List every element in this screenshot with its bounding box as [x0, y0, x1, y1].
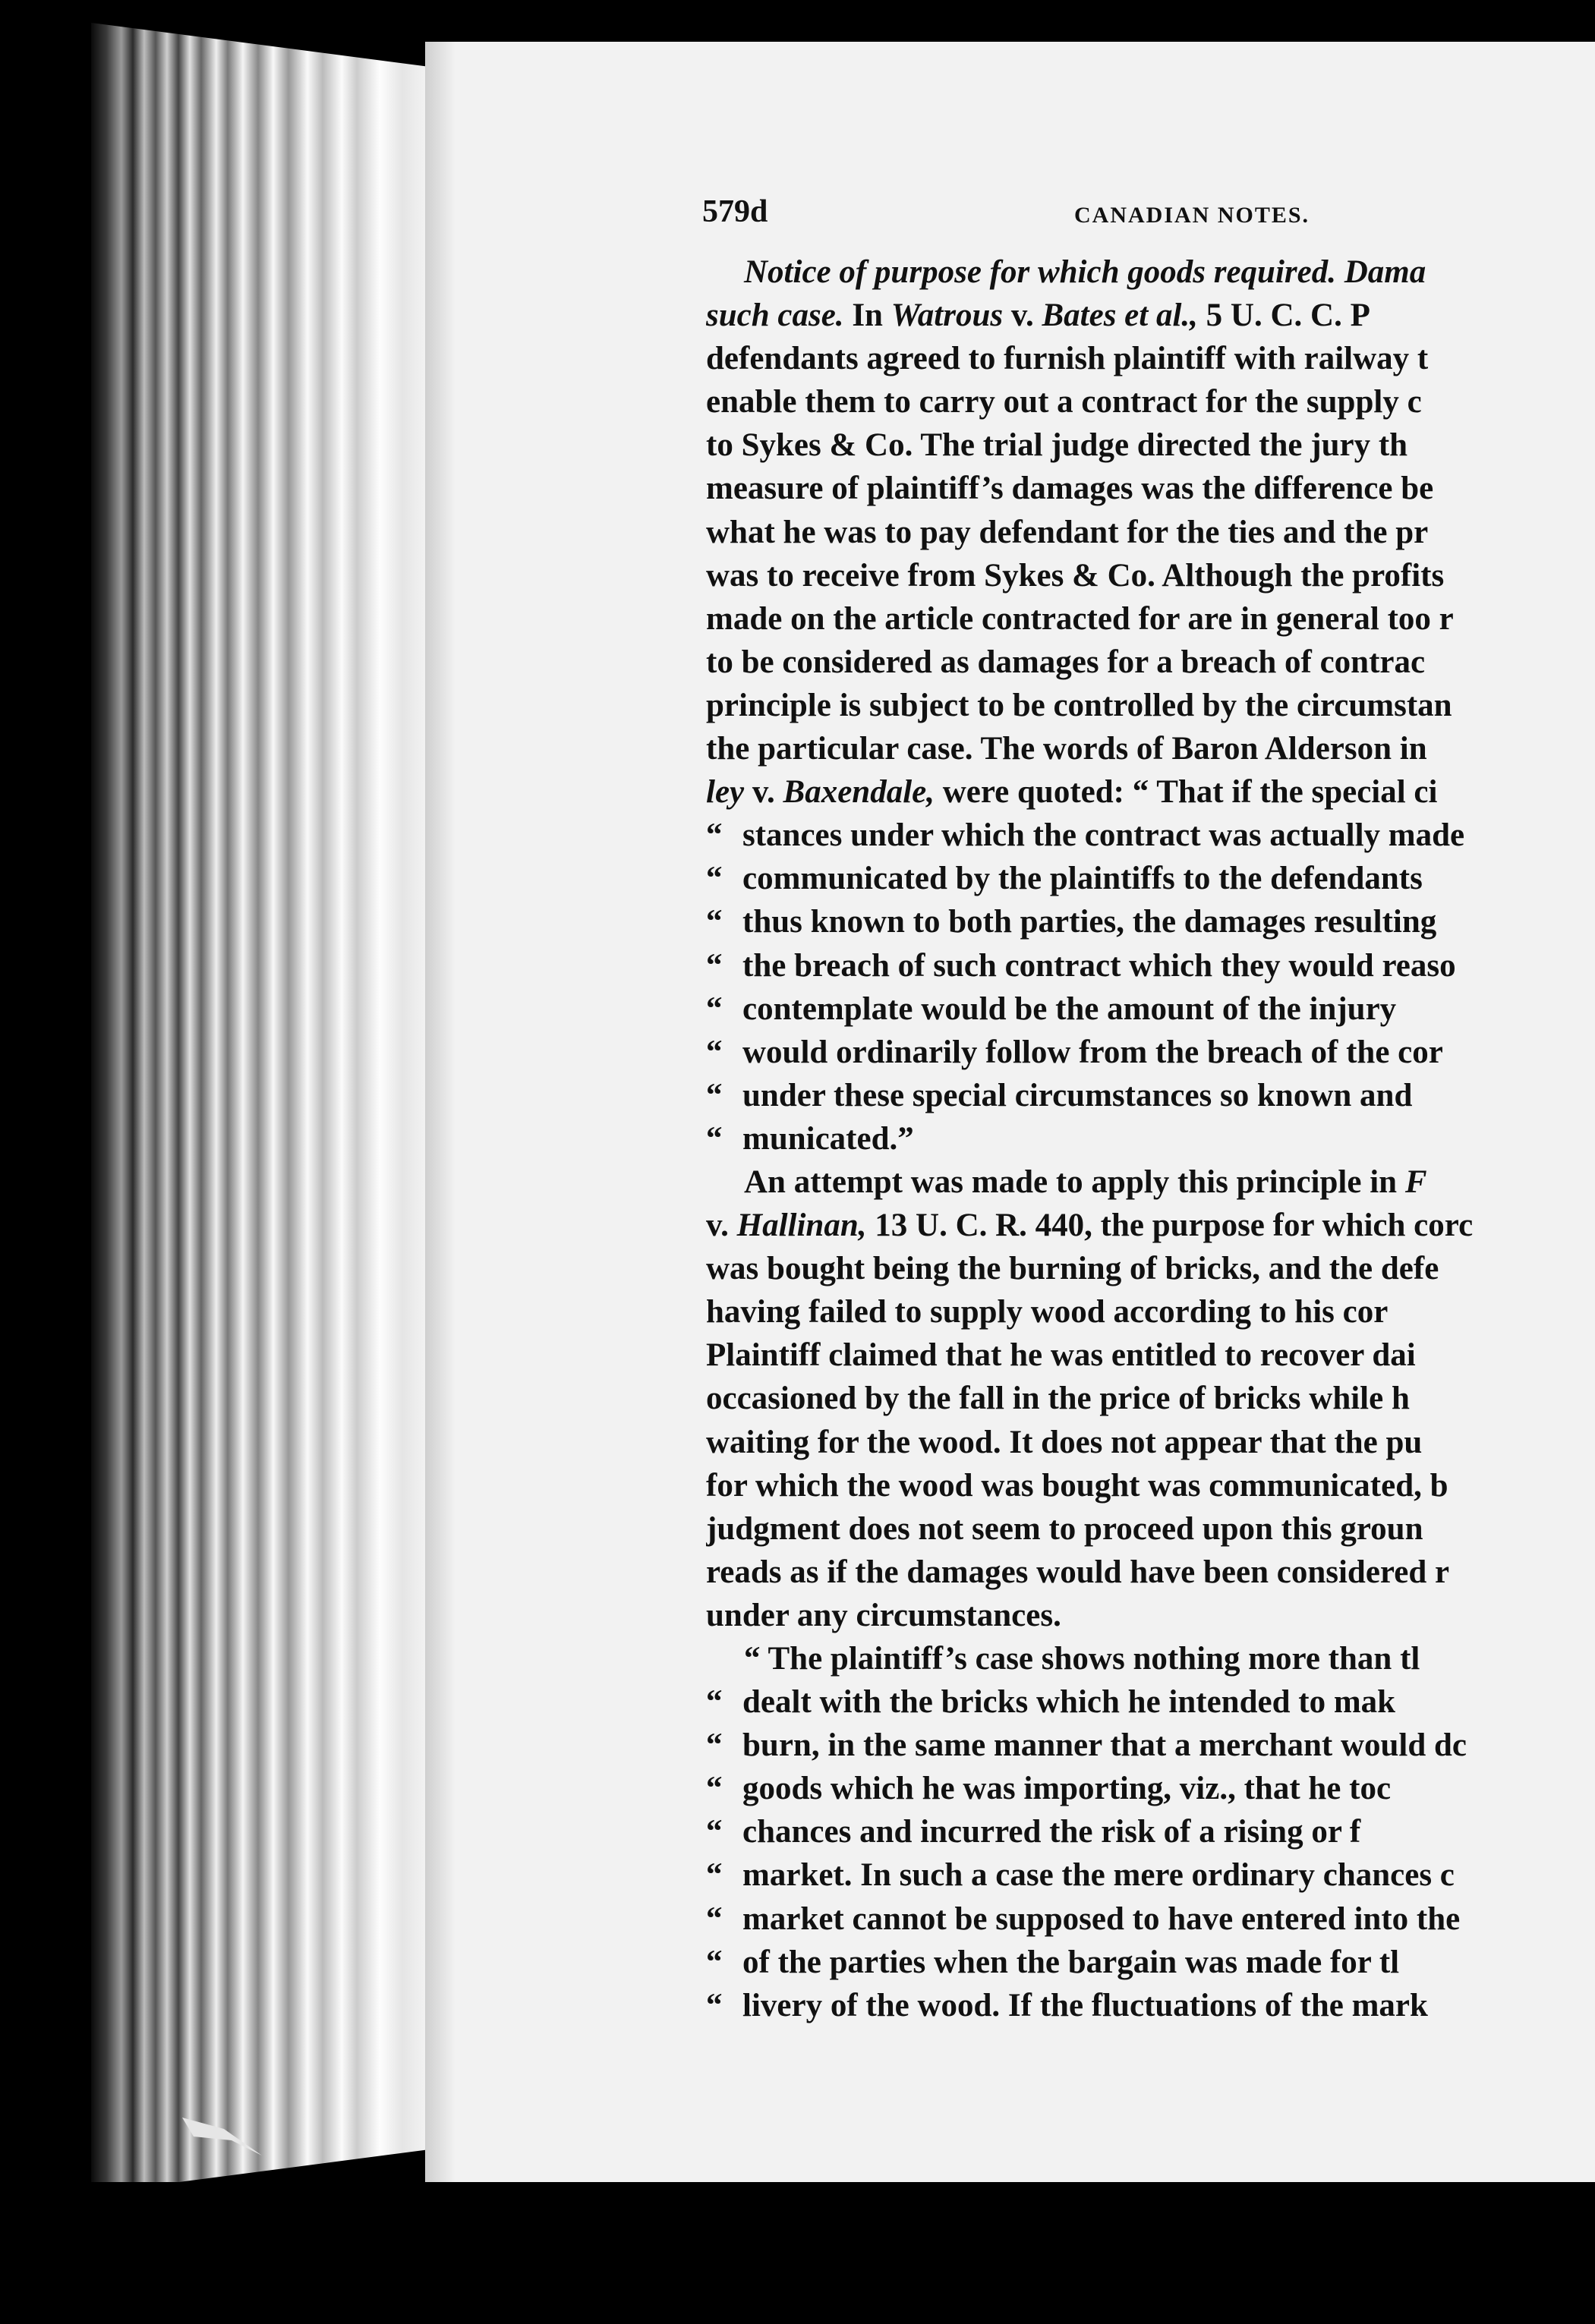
- text-line: [706, 424, 1595, 467]
- text-segment: In: [843, 298, 891, 334]
- quote-mark: “: [706, 1034, 723, 1070]
- text-segment: communicated by the plaintiffs to the defendants: [742, 861, 1423, 897]
- quote-mark: “: [706, 1987, 723, 2023]
- text-line: [706, 294, 1595, 337]
- text-line: [706, 511, 1595, 554]
- text-segment: market cannot be supposed to have entered into the: [742, 1900, 1461, 1937]
- text-line: [706, 684, 1595, 727]
- text-segment: Bates et al.,: [1042, 298, 1198, 334]
- text-line: [706, 1377, 1595, 1420]
- text-segment: chances and incurred the risk of a rising or f: [742, 1814, 1361, 1850]
- text-line: [706, 1074, 1595, 1117]
- text-line: [706, 1464, 1595, 1507]
- text-segment: the particular case. The words of Baron Alderson in: [706, 731, 1427, 767]
- text-segment: were quoted: “ That if the special ci: [934, 774, 1438, 811]
- text-line: [706, 641, 1595, 684]
- text-line: [706, 1680, 1595, 1724]
- text-segment: “ The plaintiff’s case shows nothing more than tl: [744, 1641, 1420, 1677]
- text-line: [706, 1334, 1595, 1377]
- quote-mark: “: [706, 947, 723, 984]
- text-line: [706, 1853, 1595, 1897]
- text-line: [706, 467, 1595, 510]
- text-line: [706, 1941, 1595, 1984]
- text-segment: Plaintiff claimed that he was entitled to recover dai: [706, 1337, 1416, 1374]
- text-segment: goods which he was importing, viz., that he toc: [742, 1771, 1392, 1807]
- text-segment: the breach of such contract which they would reaso: [742, 947, 1456, 984]
- quote-mark: “: [706, 1944, 723, 1980]
- text-segment: judgment does not seem to proceed upon this groun: [706, 1510, 1423, 1547]
- text-line: [706, 1031, 1595, 1074]
- text-line: [706, 597, 1595, 641]
- text-line: [706, 337, 1595, 380]
- text-segment: to Sykes & Co. The trial judge directed the jury th: [706, 427, 1408, 464]
- text-line: [706, 1247, 1595, 1290]
- text-segment: 13 U. C. R. 440, the purpose for which corc: [866, 1208, 1474, 1244]
- text-segment: would ordinarily follow from the breach of the cor: [742, 1034, 1443, 1070]
- text-line: [706, 1724, 1595, 1767]
- text-segment: having failed to supply wood according to his cor: [706, 1294, 1389, 1330]
- quote-mark: “: [706, 1120, 723, 1157]
- text-segment: to be considered as damages for a breach of contrac: [706, 644, 1426, 680]
- text-segment: contemplate would be the amount of the injury: [742, 990, 1397, 1027]
- text-segment: Hallinan,: [736, 1208, 867, 1244]
- text-segment: livery of the wood. If the fluctuations of the mark: [742, 1987, 1428, 2023]
- text-segment: waiting for the wood. It does not appear that the pu: [706, 1424, 1423, 1460]
- text-segment: was bought being the burning of bricks, and the defe: [706, 1251, 1439, 1287]
- text-segment: v.: [1003, 298, 1042, 334]
- text-segment: v.: [706, 1208, 737, 1244]
- text-segment: F: [1404, 1164, 1427, 1200]
- text-segment: dealt with the bricks which he intended to mak: [742, 1684, 1396, 1721]
- quote-mark: “: [706, 1771, 723, 1807]
- quote-mark: “: [706, 904, 723, 940]
- quote-mark: “: [706, 1814, 723, 1850]
- text-segment: occasioned by the fall in the price of bricks while h: [706, 1381, 1410, 1417]
- text-line: [706, 987, 1595, 1031]
- text-line: [706, 1421, 1595, 1464]
- text-line: [706, 1767, 1595, 1810]
- text-line: [706, 1810, 1595, 1853]
- text-line: [706, 1204, 1595, 1247]
- text-segment: municated.”: [742, 1120, 914, 1157]
- text-line: [706, 1160, 1595, 1204]
- text-line: [706, 1507, 1595, 1551]
- text-segment: under any circumstances.: [706, 1597, 1061, 1633]
- text-segment: An attempt was made to apply this principle in: [744, 1164, 1405, 1200]
- text-segment: Baxendale,: [783, 774, 935, 811]
- text-segment: Watrous: [890, 298, 1004, 334]
- text-segment: ley: [706, 774, 745, 811]
- text-segment: 5 U. C. C. P: [1197, 298, 1370, 334]
- text-segment: defendants agreed to furnish plaintiff with railway t: [706, 341, 1429, 377]
- text-segment: made on the article contracted for are in general too r: [706, 600, 1454, 637]
- text-line: [706, 380, 1595, 424]
- book-fore-edge: [91, 23, 425, 2193]
- text-segment: what he was to pay defendant for the ties and the pr: [706, 514, 1429, 550]
- text-line: [706, 900, 1595, 943]
- text-line: [706, 1594, 1595, 1637]
- text-line: [706, 814, 1595, 857]
- text-line: [706, 250, 1595, 294]
- page-corner-mark: [178, 2110, 270, 2163]
- text-line: [706, 770, 1595, 814]
- text-line: [706, 1984, 1595, 2027]
- text-line: [706, 1637, 1595, 1680]
- text-segment: v.: [744, 774, 783, 811]
- quote-mark: “: [706, 1900, 723, 1937]
- text-segment: reads as if the damages would have been considered r: [706, 1554, 1450, 1590]
- page-number: 579d: [702, 194, 768, 229]
- quote-mark: “: [706, 817, 723, 854]
- text-line: [706, 727, 1595, 770]
- text-segment: measure of plaintiff’s damages was the difference be: [706, 471, 1434, 507]
- quote-mark: “: [706, 1077, 723, 1113]
- text-segment: for which the wood was bought was communicated, b: [706, 1467, 1448, 1504]
- text-line: [706, 1897, 1595, 1941]
- quote-mark: “: [706, 861, 723, 897]
- quote-mark: “: [706, 1684, 723, 1721]
- page-gutter-shadow: [425, 42, 455, 2182]
- text-line: [706, 857, 1595, 900]
- text-segment: stances under which the contract was actually made: [742, 817, 1465, 854]
- text-line: [706, 1551, 1595, 1594]
- text-segment: under these special circumstances so known and: [742, 1077, 1413, 1113]
- text-line: [706, 554, 1595, 597]
- page-header: [702, 194, 1595, 239]
- text-line: [706, 944, 1595, 987]
- text-line: [706, 1290, 1595, 1334]
- text-segment: was to receive from Sykes & Co. Although the profits: [706, 557, 1445, 594]
- text-segment: of the parties when the bargain was made for tl: [742, 1944, 1400, 1980]
- text-segment: principle is subject to be controlled by the circumstan: [706, 687, 1452, 723]
- text-segment: Notice of purpose for which goods required. Dama: [744, 254, 1426, 290]
- text-segment: burn, in the same manner that a merchant would dc: [742, 1727, 1467, 1764]
- quote-mark: “: [706, 1727, 723, 1764]
- quote-mark: “: [706, 990, 723, 1027]
- text-segment: market. In such a case the mere ordinary chances c: [742, 1857, 1455, 1894]
- quote-mark: “: [706, 1857, 723, 1894]
- bottom-shadow: [0, 2182, 1595, 2324]
- text-line: [706, 1117, 1595, 1160]
- text-segment: enable them to carry out a contract for the supply c: [706, 384, 1422, 420]
- text-segment: thus known to both parties, the damages resulting: [742, 904, 1437, 940]
- running-head: CANADIAN NOTES.: [1074, 203, 1310, 228]
- text-segment: such case.: [706, 298, 844, 334]
- body-text: [706, 250, 1595, 2133]
